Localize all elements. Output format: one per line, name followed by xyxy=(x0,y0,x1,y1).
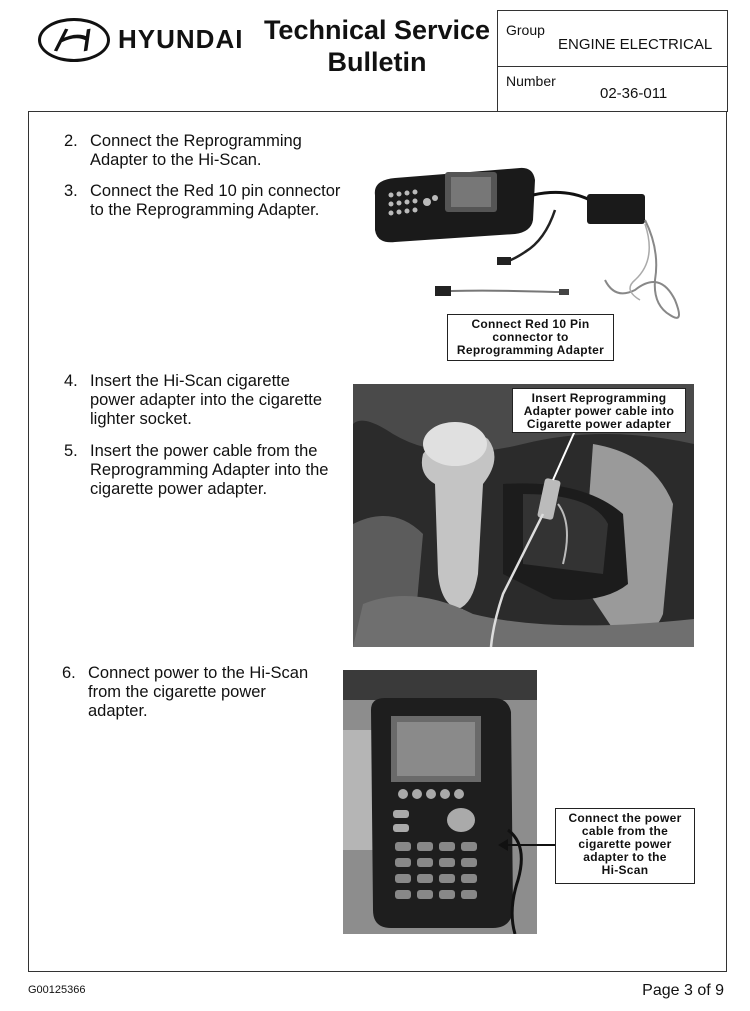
step-text: adapter. xyxy=(88,702,148,720)
group-value: ENGINE ELECTRICAL xyxy=(558,36,713,53)
step-5 xyxy=(64,442,328,499)
callout-line: cable from the xyxy=(581,824,669,838)
step-text: Reprogramming Adapter into the xyxy=(90,461,329,479)
number-value: 02-36-011 xyxy=(600,85,668,102)
group-label: Group xyxy=(506,22,545,38)
step-number: 4. xyxy=(64,372,78,390)
step-text: power adapter into the cigarette xyxy=(90,391,323,409)
step-4 xyxy=(64,372,322,429)
callout-power-cable xyxy=(512,388,686,433)
hiscan-power-photo xyxy=(343,670,537,934)
step-2 xyxy=(64,132,302,170)
callout-arrow-icon xyxy=(498,838,558,852)
hiscan-adapter-illustration xyxy=(355,140,690,335)
callout-red-10-pin xyxy=(447,314,614,361)
step-text: Insert the power cable from the xyxy=(90,442,318,460)
page-number: Page 3 of 9 xyxy=(642,982,724,999)
title-line-2: Bulletin xyxy=(327,47,427,77)
step-number: 6. xyxy=(62,664,76,682)
hiscan-adapter-photo xyxy=(355,140,690,335)
callout-line: cigarette power xyxy=(578,837,672,851)
callout-line: Adapter power cable into xyxy=(523,404,675,418)
step-3 xyxy=(64,182,340,220)
callout-line: Connect the power xyxy=(568,811,682,825)
document-id: G00125366 xyxy=(28,984,86,996)
step-text: Connect the Reprogramming xyxy=(90,132,302,150)
callout-line: Hi-Scan xyxy=(601,863,649,877)
step-text: Connect power to the Hi-Scan xyxy=(88,664,309,682)
callout-connect-power xyxy=(555,808,695,884)
callout-line: Connect Red 10 Pin xyxy=(471,317,590,331)
step-text: from the cigarette power xyxy=(88,683,266,701)
callout-line: adapter to the xyxy=(583,850,667,864)
step-6 xyxy=(62,664,308,721)
step-text: Connect the Red 10 pin connector xyxy=(90,182,341,200)
hiscan-device-illustration xyxy=(343,670,537,934)
callout-line: Cigarette power adapter xyxy=(526,417,672,431)
step-text: lighter socket. xyxy=(90,410,192,428)
title-line-1: Technical Service xyxy=(263,15,491,45)
hyundai-logo xyxy=(38,18,110,62)
header-info-divider xyxy=(497,66,728,67)
callout-line: connector to xyxy=(492,330,569,344)
brand-name: HYUNDAI xyxy=(118,24,244,54)
step-number: 3. xyxy=(64,182,78,200)
page-title xyxy=(252,14,502,78)
step-text: cigarette power adapter. xyxy=(90,480,268,498)
step-text: to the Reprogramming Adapter. xyxy=(90,201,320,219)
callout-line: Insert Reprogramming xyxy=(531,391,667,405)
step-number: 5. xyxy=(64,442,78,460)
hyundai-h-icon xyxy=(49,25,99,55)
callout-line: Reprogramming Adapter xyxy=(456,343,605,357)
step-text: Insert the Hi-Scan cigarette xyxy=(90,372,290,390)
number-label: Number xyxy=(506,73,556,89)
step-number: 2. xyxy=(64,132,78,150)
step-text: Adapter to the Hi-Scan. xyxy=(90,151,262,169)
